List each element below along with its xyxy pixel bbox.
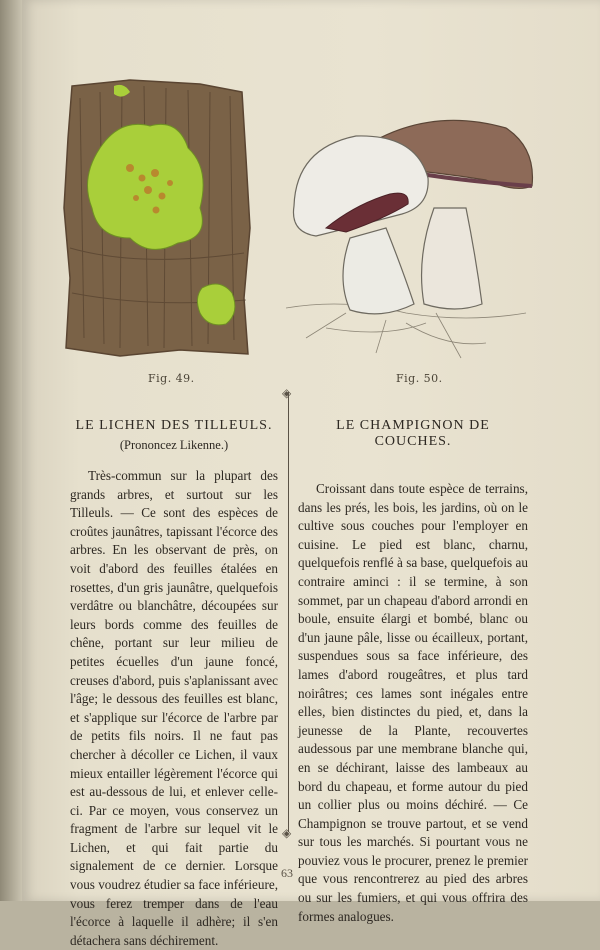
left-article-title: LE LICHEN DES TILLEULS. (75, 418, 273, 433)
mushroom-illustration (286, 108, 536, 363)
right-article (298, 418, 528, 926)
divider-ornament-bottom: ◈ (282, 826, 292, 840)
figure-50-caption: Fig. 50. (396, 372, 443, 385)
left-article-subtitle: (Prononcez Likenne.) (119, 438, 229, 452)
figure-49-caption: Fig. 49. (148, 372, 195, 385)
left-article (70, 418, 278, 950)
page-number: 63 (281, 866, 293, 880)
book-spine-shadow (0, 0, 22, 901)
lichen-bark-illustration (60, 78, 255, 360)
right-article-body: Croissant dans toute espèce de terrains, dans les prés, les bois, les jardins, où on le cultive sous couches pour l'employer en cuisine. Le pied est blanc, charnu, quelquefois renflé à sa base, quelquefois au contraire aminci : il se termine, à son sommet, par un chapeau d'abord arrondi en boule, ensuite élargi et bombé, blanc ou d'un jaune pâle, lisse ou écailleux, portant, suspendues sous sa face inférieure, des lames d'abord rougeâtres, et plus tard noirâtres; ces lames sont inégales entre elles, bien distinctes du pied, et, dans la jeunesse de la Plante, recouvertes audessous par une membrane blanche qui, en se déchirant, laisse des lambeaux au bord du chapeau, et forme autour du pied un collier plus ou moins déchiré. — Ce Champignon se trouve partout, et se vend sur tous les marchés. Si pourtant vous ne pouviez vous le procurer, prenez le premier que vous rencontrerez au pied des arbres ou sur les fumiers, et qui vous offrira des formes analogues. (298, 481, 528, 924)
divider-ornament-top: ◈ (282, 386, 292, 400)
right-article-title: LE CHAMPIGNON DE COUCHES. (336, 418, 490, 449)
left-article-body: Très-commun sur la plupart des grands arbres, et surtout sur les Tilleuls. — Ce sont des espèces de croûtes jaunâtres, tapissant l'écorce des arbres. En les observant de près, on voit d'abord des feuilles étalées en rosettes, d'un gris jaunâtre, quelquefois verdâtre ou blanchâtre, découpées sur leurs bords comme des feuilles de chêne, portant sur leur milieu de petites écuelles d'un jaune foncé, creuses d'abord, puis s'aplanissant avec l'âge; le dessous des feuilles est blanc, et s'applique sur l'écorce de l'arbre par de petits fils noirs. Il ne faut pas chercher à décoller ce Lichen, il vaux mieux entailler légèrement l'écorce qui est au-dessous de lui, et enlever celle-ci. Par ce moyen, vous conservez un fragment de l'arbre sur lequel vit le Lichen, et qui fait partie du signalement de ce dernier. Lorsque vous voudrez étudier sa face inférieure, vous ferez tremper dans de l'eau l'écorce à laquelle il adhère; il s'en détachera sans déchirement. (70, 468, 278, 948)
column-divider (288, 392, 289, 832)
